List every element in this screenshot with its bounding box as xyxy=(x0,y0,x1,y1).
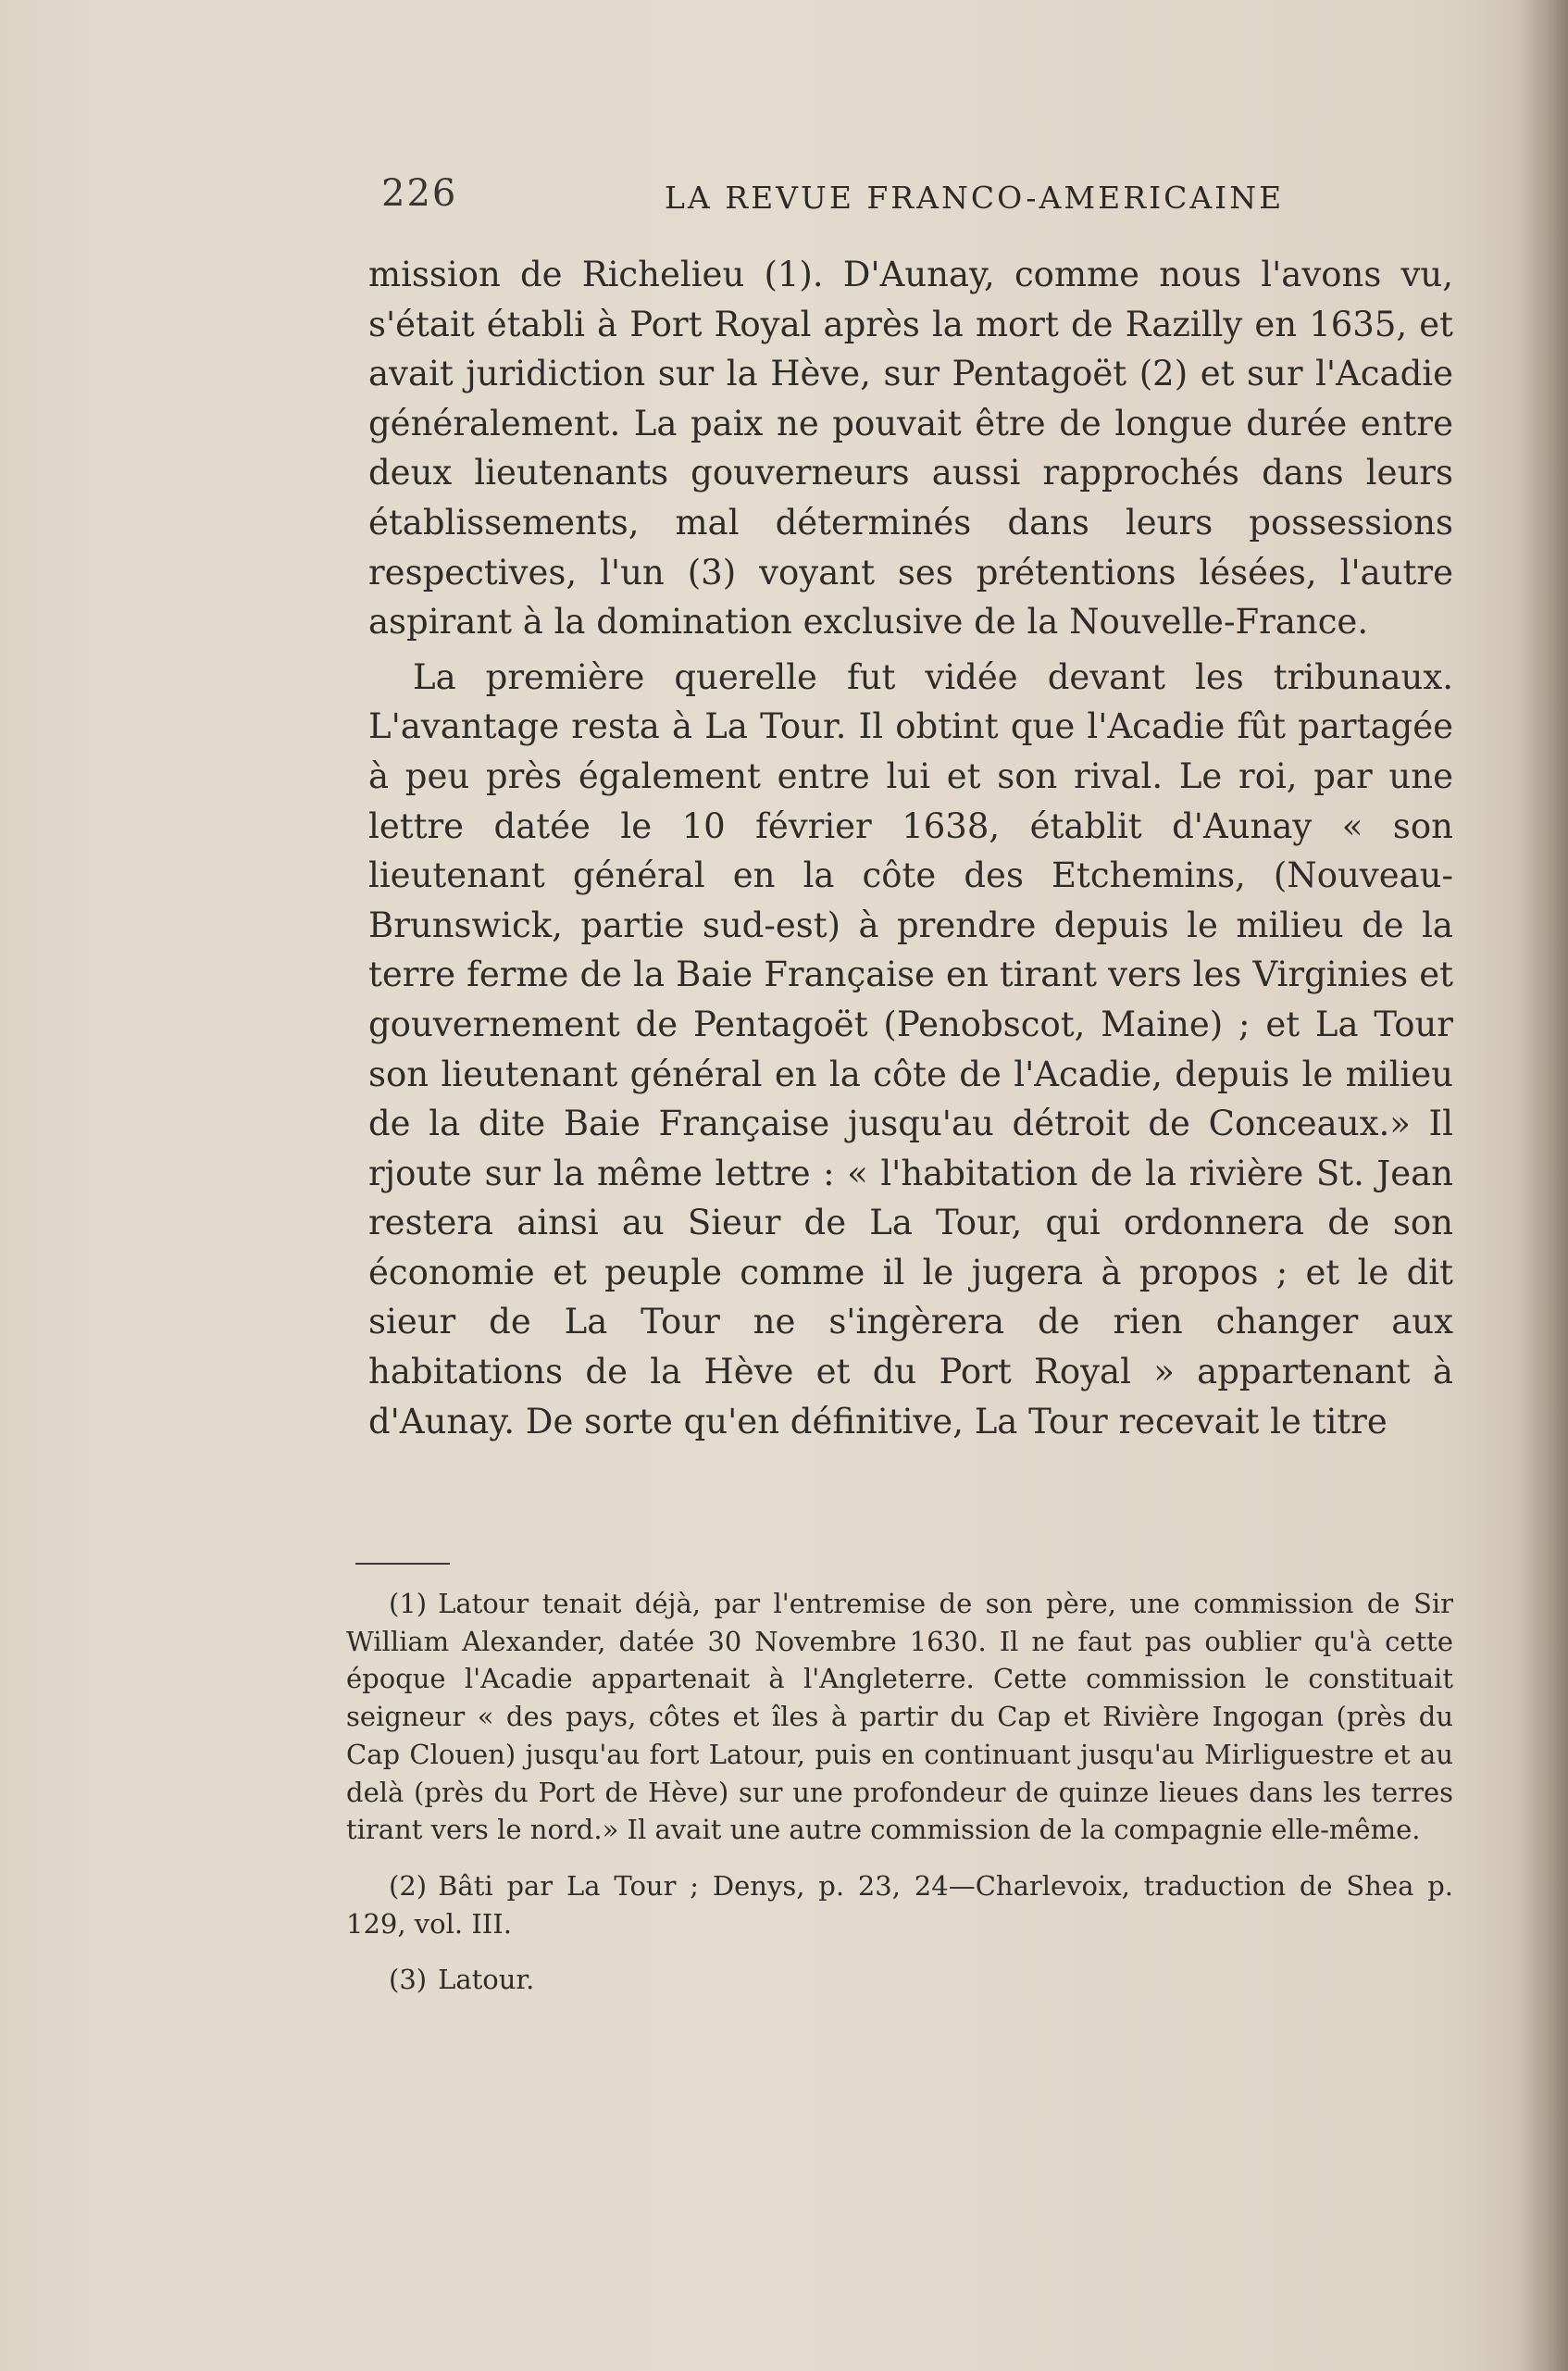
body-text xyxy=(368,250,1453,1446)
running-title: LA REVUE FRANCO-AMERICAINE xyxy=(665,180,1285,216)
footnote-mark: (2) xyxy=(389,1869,428,1902)
footnote-rule xyxy=(355,1563,450,1565)
footnote-text: Latour. xyxy=(438,1964,535,1996)
page-number: 226 xyxy=(381,172,458,215)
page-edge-shadow xyxy=(1516,0,1568,2371)
footnote xyxy=(346,1867,1453,1942)
page-header xyxy=(381,172,1474,228)
footnote-mark: (1) xyxy=(389,1588,428,1619)
footnote-mark: (3) xyxy=(389,1964,428,1996)
footnote xyxy=(346,1585,1453,1849)
footnote-text: Latour tenait déjà, par l'entremise de son père, une commission de Sir William Alexander, datée 30 Novembre 1630. Il ne faut pas oublier qu'à cette époque l'Acadie appartenait à l'Angleterre. Cette commission le constituait seigneur « des pays, côtes et îles à partir du Cap et Rivière Ingogan (près du Cap Clouen) jusqu'au fort Latour, puis en continuant jusqu'au Mirliguestre et au delà (près du Port de Hève) sur une profondeur de quinze lieues dans les terres tirant vers le nord.» Il avait une autre commission de la compagnie elle-même. xyxy=(346,1588,1453,1846)
paragraph: mission de Richelieu (1). D'Aunay, comme nous l'avons vu, s'était établi à Port Royal après la mort de Razilly en 1635, et avait juridiction sur la Hève, sur Pentagoët (2) et sur l'Acadie généralement. La paix ne pouvait être de longue durée entre deux lieutenants gouverneurs aussi rapprochés dans leurs établissements, mal déterminés dans leurs possessions respectives, l'un (3) voyant ses prétentions lésées, l'autre aspirant à la domination exclusive de la Nouvelle-France. xyxy=(368,255,1453,643)
paragraph: La première querelle fut vidée devant les tribunaux. L'avantage resta à La Tour. Il obtint que l'Acadie fût partagée à peu près également entre lui et son rival. Le roi, par une lettre datée le 10 février 1638, établit d'Aunay « son lieutenant général en la côte des Etchemins, (Nouveau-Brunswick, partie sud-est) à prendre depuis le milieu de la terre ferme de la Baie Française en tirant vers les Virginies et gouvernement de Pentagoët (Penobscot, Maine) ; et La Tour son lieutenant général en la côte de l'Acadie, depuis le milieu de la dite Baie Française jusqu'au détroit de Conceaux.» Il rjoute sur la même lettre : « l'habitation de la rivière St. Jean restera ainsi au Sieur de La Tour, qui ordonnera de son économie et peuple comme il le jugera à propos ; et le dit sieur de La Tour ne s'ingèrera de rien changer aux habitations de la Hève et du Port Royal » appartenant à d'Aunay. De sorte qu'en définitive, La Tour recevait le titre xyxy=(368,656,1453,1441)
footnote-text: Bâti par La Tour ; Denys, p. 23, 24—Charlevoix, traduction de Shea p. 129, vol. III. xyxy=(346,1869,1453,1940)
footnote xyxy=(346,1961,1453,1999)
footnotes xyxy=(346,1585,1453,1999)
